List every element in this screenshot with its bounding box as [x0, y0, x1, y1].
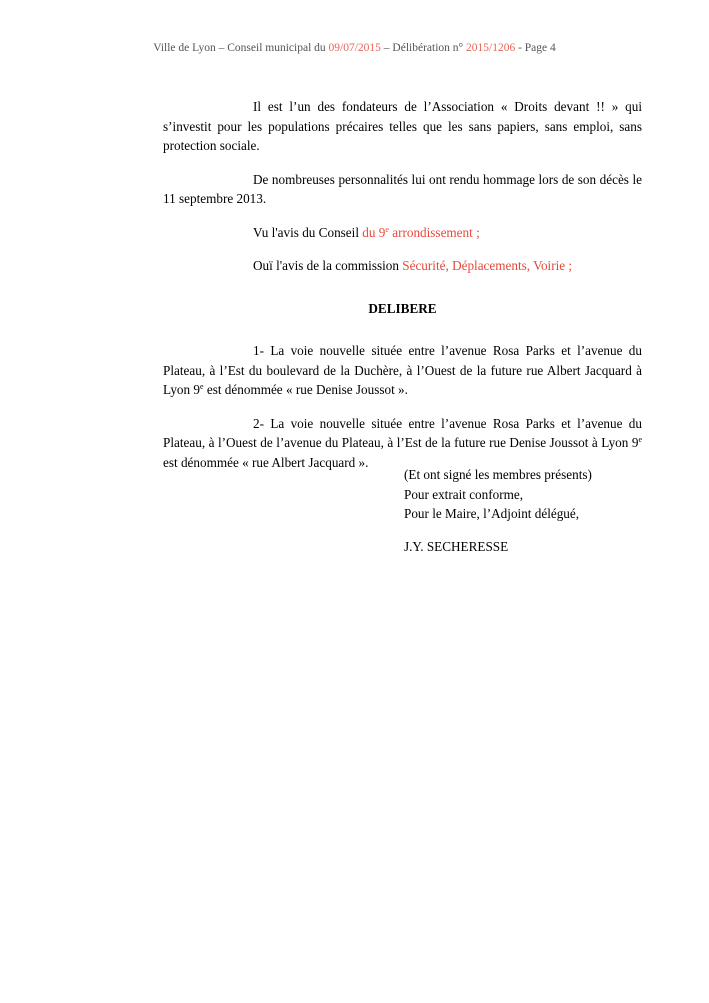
header-page-number: - Page 4	[515, 42, 556, 54]
page-header	[0, 42, 709, 54]
signature-name: J.Y. SECHERESSE	[404, 538, 509, 554]
header-prefix: Ville de Lyon – Conseil municipal du	[153, 42, 329, 54]
paragraph-avis-commission	[163, 256, 642, 276]
deliberation-title: DELIBERE	[368, 300, 437, 316]
signature-line-extract: Pour extrait conforme,	[404, 486, 524, 502]
paragraph-avis-conseil	[163, 223, 642, 243]
signature-line-mayor: Pour le Maire, l’Adjoint délégué,	[404, 506, 580, 521]
signature-block	[404, 465, 592, 556]
article-2: 2- La voie nouvelle située entre l’avenue Rosa Parks et l’avenue du Plateau, à l’Ouest de l’avenue du Plateau, à l’Est de la future rue Denise Joussot à Lyon 9e est dénommée « rue Albert Jacquard ».	[163, 415, 642, 470]
avis-commission-prefix: Ouï l'avis de la commission	[253, 258, 403, 273]
document-body	[163, 97, 642, 472]
header-middle: – Délibération n°	[380, 42, 466, 54]
signature-line-members: (Et ont signé les membres présents)	[404, 467, 592, 482]
paragraph-hommage: De nombreuses personnalités lui ont rendu hommage lors de son décès le 11 septembre 2013.	[163, 171, 642, 206]
header-deliberation-number: 2015/1206	[466, 42, 516, 54]
avis-conseil-arrondissement: du 9e arrondissement ;	[362, 224, 480, 240]
avis-commission-name: Sécurité, Déplacements, Voirie ;	[402, 258, 573, 273]
paragraph-association: Il est l’un des fondateurs de l’Association « Droits devant !! » qui s’investit pour les populations précaires telles que les sans papiers, sans emploi, sans protection sociale.	[163, 99, 642, 153]
header-date: 09/07/2015	[328, 42, 381, 54]
article-1: 1- La voie nouvelle située entre l’avenue Rosa Parks et l’avenue du Plateau, à l’Est du boulevard de la Duchère, à l’Ouest de la future rue Albert Jacquard à Lyon 9e est dénommée « rue Denise Joussot ».	[163, 343, 642, 397]
avis-conseil-prefix: Vu l'avis du Conseil	[253, 224, 363, 240]
